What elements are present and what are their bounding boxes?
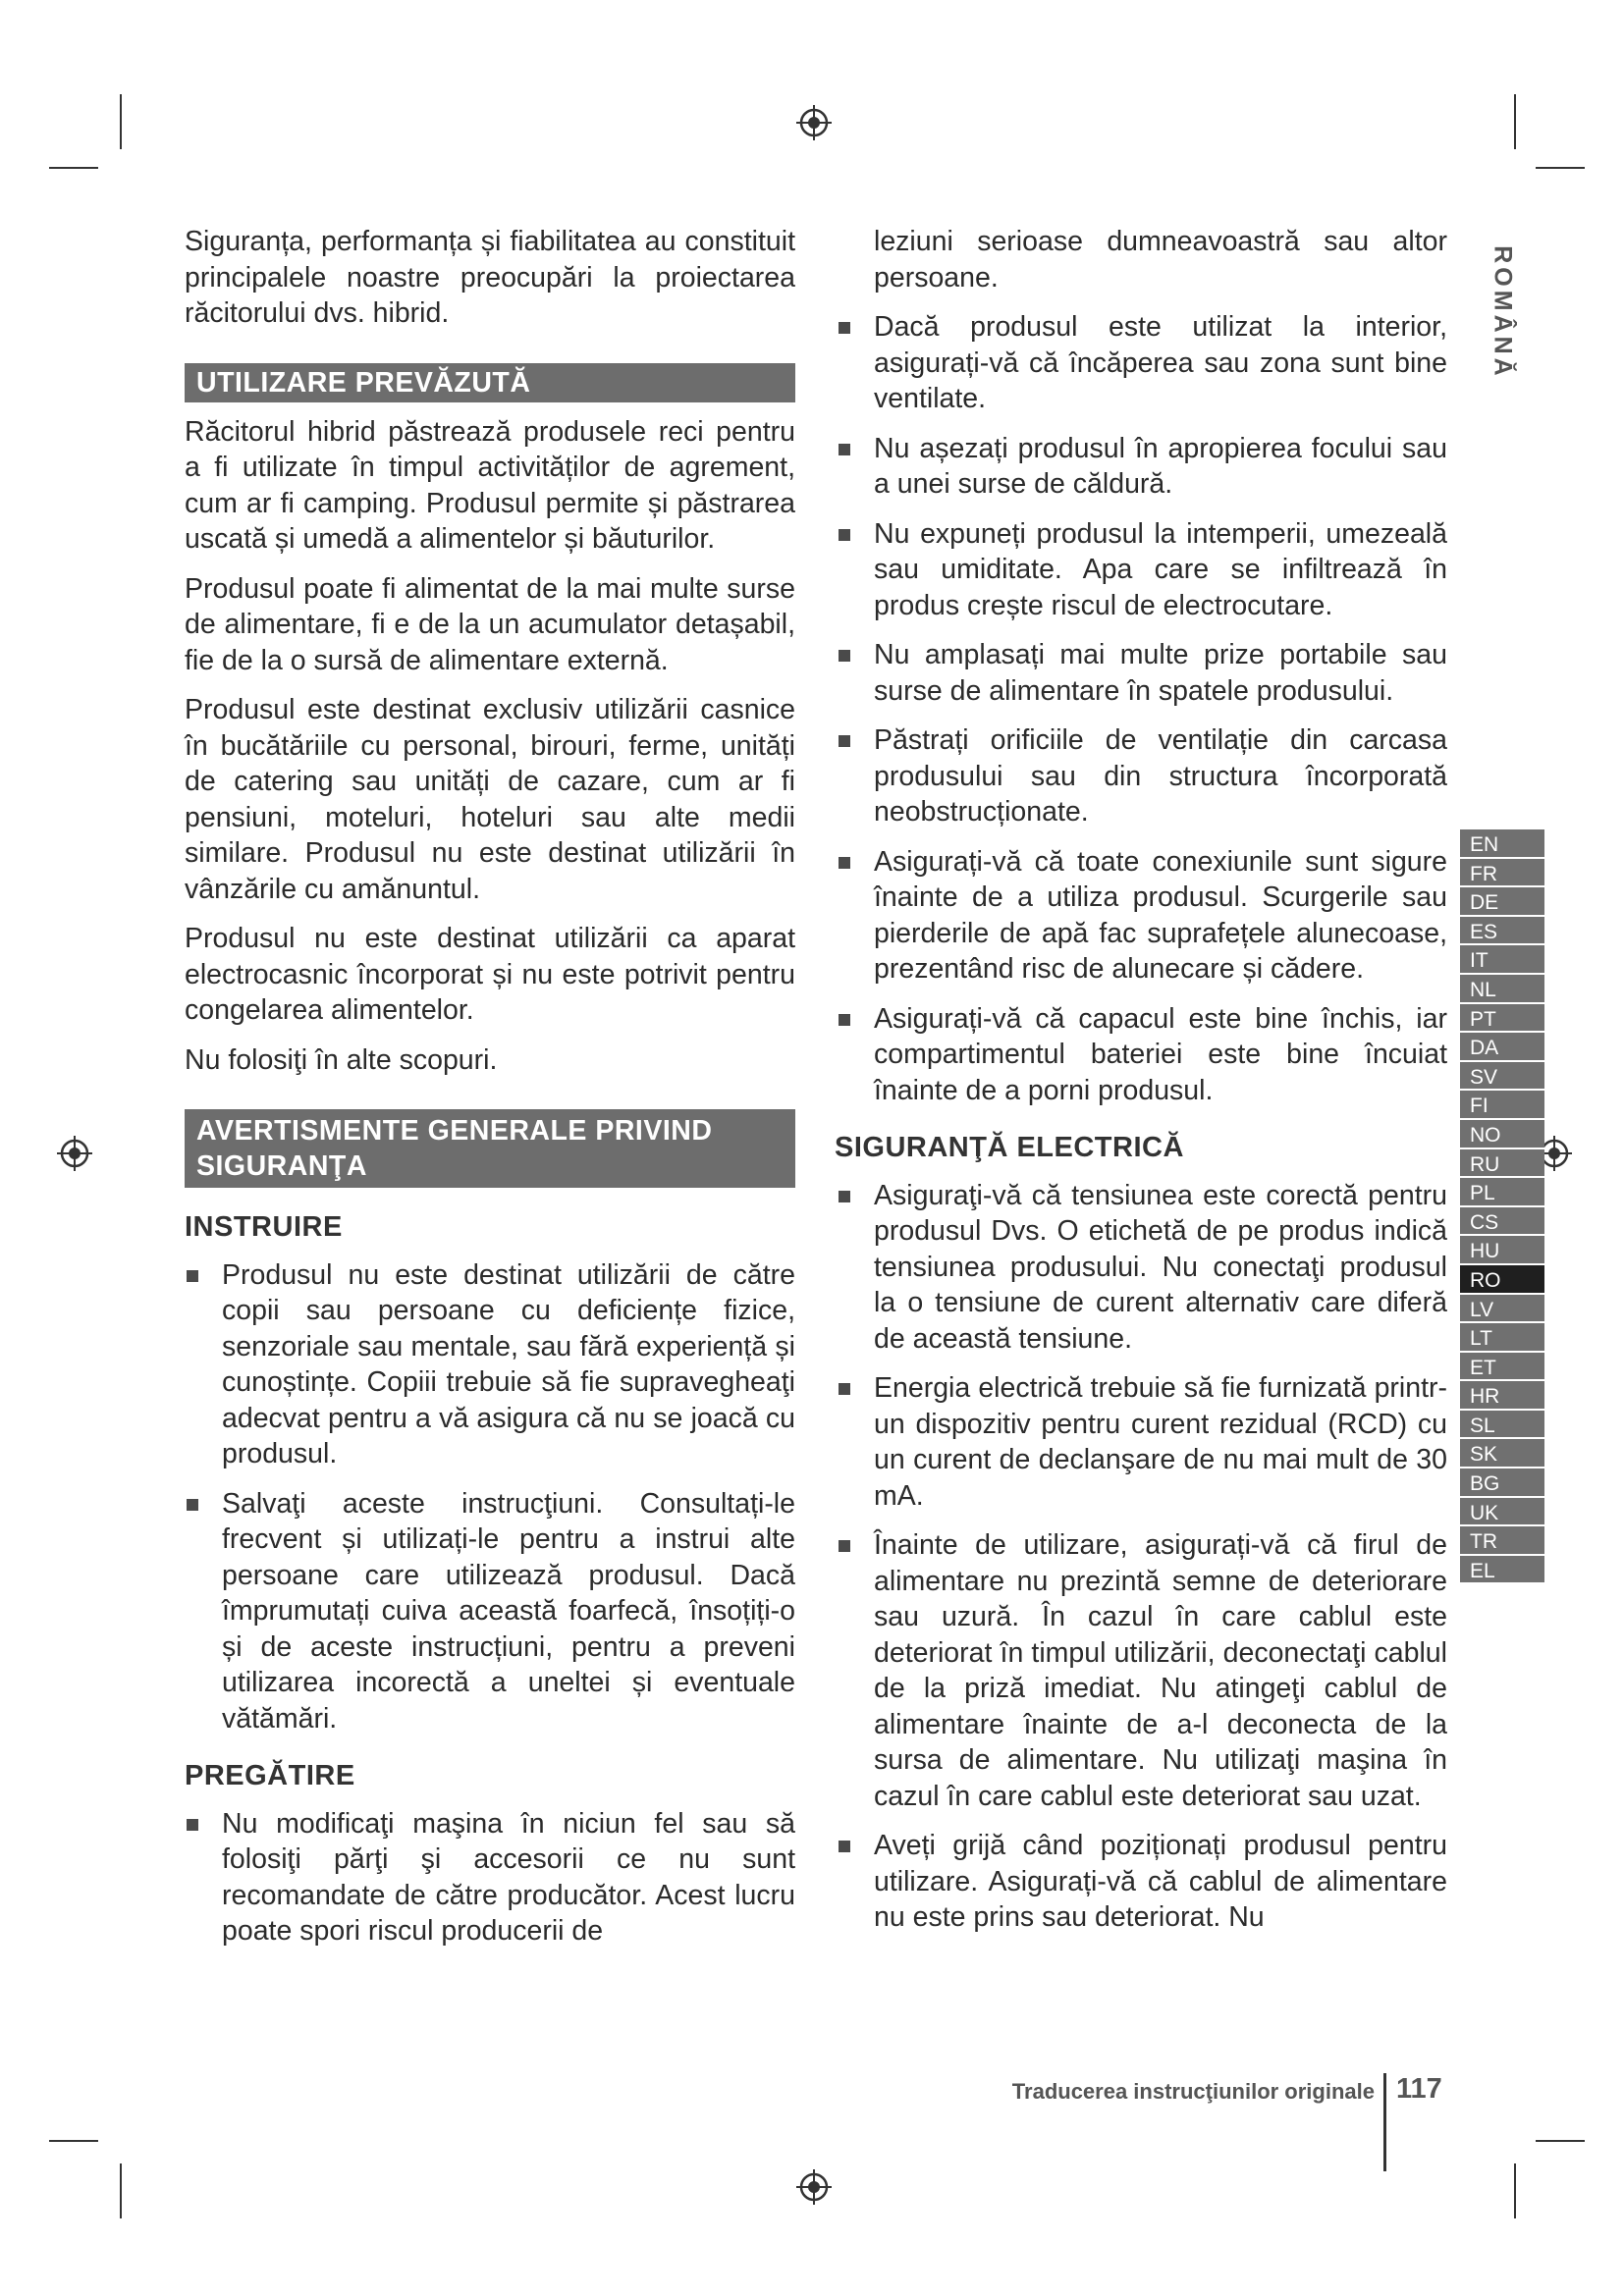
bullet-text: Nu expuneți produsul la intemperii, umezeală sau umiditate. Apa care se infiltrează în produs crește riscul de electrocutare.: [874, 517, 1447, 621]
bullet-text: leziuni serioase dumneavoastră sau altor persoane.: [874, 226, 1447, 294]
language-tab-en[interactable]: EN: [1460, 828, 1544, 857]
language-tab-tr[interactable]: TR: [1460, 1524, 1544, 1554]
paragraph: Produsul este destinat exclusiv utilizării casnice în bucătăriile cu personal, birouri, ferme, unități de catering sau unități de cazare, cum ar fi pensiuni, moteluri, hoteluri sau alte medii similare. Produsul nu este destinat utilizării în vânzările cu amănuntul.: [185, 694, 795, 905]
bullet-item: [185, 1486, 795, 1737]
bullet-item: [837, 1178, 1447, 1358]
subheading-electrical-safety: SIGURANŢĂ ELECTRICĂ: [835, 1132, 1184, 1163]
side-language-text: ROMÂNĂ: [1489, 245, 1517, 380]
paragraph: Produsul poate fi alimentat de la mai multe surse de alimentare, fi e de la un acumulator detașabil, fie de la o sursă de alimentare externă.: [185, 572, 795, 676]
bullet-text: Nu așezați produsul în apropierea focului sau a unei surse de căldură.: [874, 432, 1447, 500]
language-tab-sl[interactable]: SL: [1460, 1409, 1544, 1438]
language-tab-lt[interactable]: LT: [1460, 1321, 1544, 1351]
language-tab-bg[interactable]: BG: [1460, 1467, 1544, 1496]
language-tab-pt[interactable]: PT: [1460, 1002, 1544, 1032]
bullet-item: [837, 516, 1447, 624]
bullet-item: [185, 1257, 795, 1472]
bullet-item: [185, 1806, 795, 1949]
bullet-text: Produsul nu este destinat utilizării de către copii sau persoane cu deficiențe fizice, senzoriale sau mentale, sau fără experiență și cunoștințe. Copiii trebuie să fie supravegheaţi adecvat pentru a vă asigura că nu se joacă cu produsul.: [222, 1258, 795, 1469]
footer-text: Traducerea instrucţiunilor originale: [1011, 2079, 1375, 2104]
bullet-square-icon: [839, 1383, 850, 1395]
bullet-square-icon: [187, 1270, 198, 1282]
bullet-square-icon: [839, 529, 850, 541]
language-tab-cs[interactable]: CS: [1460, 1205, 1544, 1235]
bullet-text: Nu modificaţi maşina în niciun fel sau să folosiţi părţi şi accesorii ce nu sunt recomandate de către producător. Acest lucru poate spori riscul producerii de: [222, 1807, 795, 1947]
crop-mark: [1514, 2163, 1516, 2218]
paragraph: Produsul nu este destinat utilizării ca aparat electrocasnic încorporat și nu este potrivit pentru congelarea alimentelor.: [185, 923, 795, 1026]
crop-mark: [1536, 2140, 1585, 2142]
language-tab-fi[interactable]: FI: [1460, 1089, 1544, 1118]
language-tab-it[interactable]: IT: [1460, 943, 1544, 973]
crop-mark: [120, 94, 122, 149]
language-tab-nl[interactable]: NL: [1460, 973, 1544, 1002]
page-number: 117: [1396, 2073, 1442, 2105]
section-heading-general-safety: AVERTISMENTE GENERALE PRIVIND SIGURANŢA: [185, 1109, 795, 1188]
intro-paragraph: Siguranța, performanța și fiabilitatea au constituit principalele noastre preocupări la proiectarea răcitorului dvs. hibrid.: [185, 226, 795, 329]
language-tab-uk[interactable]: UK: [1460, 1496, 1544, 1525]
bullet-item: [837, 1527, 1447, 1814]
crop-mark: [49, 2140, 98, 2142]
bullet-text: Salvaţi aceste instrucţiuni. Consultați-le frecvent și utilizați-le pentru a instrui alte persoane care utilizează produsul. Dacă împrumutați cuiva această foarfecă, însoțiți-o și de aceste instrucțiuni, pentru a preveni utilizarea incorectă a uneltei și eventuale vătămări.: [222, 1487, 795, 1735]
bullet-square-icon: [839, 1191, 850, 1202]
language-tab-pl[interactable]: PL: [1460, 1176, 1544, 1205]
language-tab-sv[interactable]: SV: [1460, 1060, 1544, 1090]
paragraph: Răcitorul hibrid păstrează produsele reci pentru a fi utilizate în timpul activităților de agrement, cum ar fi camping. Produsul permite și păstrarea uscată și umedă a alimentelor și băuturilor.: [185, 415, 795, 555]
bullet-item: [837, 431, 1447, 503]
language-tab-lv[interactable]: LV: [1460, 1293, 1544, 1322]
bullet-continuation: [837, 224, 1447, 295]
language-tab-hr[interactable]: HR: [1460, 1379, 1544, 1409]
language-tab-sk[interactable]: SK: [1460, 1437, 1544, 1467]
bullet-item: [837, 1828, 1447, 1936]
crop-mark: [1536, 167, 1585, 169]
language-tab-ru[interactable]: RU: [1460, 1148, 1544, 1177]
bullet-item: [837, 844, 1447, 988]
footer-divider: [1383, 2073, 1386, 2171]
language-tab-el[interactable]: EL: [1460, 1554, 1544, 1583]
bullet-item: [837, 1370, 1447, 1514]
bullet-square-icon: [839, 650, 850, 662]
language-tab-es[interactable]: ES: [1460, 915, 1544, 944]
language-tab-no[interactable]: NO: [1460, 1118, 1544, 1148]
bullet-square-icon: [839, 735, 850, 747]
subheading-preparation: PREGĂTIRE: [185, 1760, 355, 1791]
language-tab-de[interactable]: DE: [1460, 885, 1544, 915]
bullet-square-icon: [839, 857, 850, 869]
bullet-text: Aveți grijă când poziționați produsul pentru utilizare. Asigurați-vă că cablul de alimentare nu este prins sau deteriorat. Nu: [874, 1830, 1447, 1933]
bullet-square-icon: [839, 444, 850, 455]
bullet-text: Păstrați orificiile de ventilație din carcasa produsului sau din structura încorporată neobstrucționate.: [874, 724, 1447, 828]
left-column: [185, 224, 795, 1963]
language-tab-ro-active[interactable]: RO: [1460, 1263, 1544, 1293]
language-tab-hu[interactable]: HU: [1460, 1234, 1544, 1263]
bullet-square-icon: [839, 1841, 850, 1852]
bullet-square-icon: [187, 1499, 198, 1511]
subheading-training: INSTRUIRE: [185, 1211, 343, 1243]
bullet-square-icon: [187, 1819, 198, 1831]
language-tab-et[interactable]: ET: [1460, 1351, 1544, 1380]
bullet-square-icon: [839, 322, 850, 334]
bullet-item: [837, 1001, 1447, 1109]
bullet-text: Asigurați-vă că capacul este bine închis, iar compartimentul bateriei este bine încuiat înainte de a porni produsul.: [874, 1002, 1447, 1106]
language-tab-da[interactable]: DA: [1460, 1031, 1544, 1060]
section-heading-intended-use: UTILIZARE PREVĂZUTĂ: [185, 363, 795, 402]
bullet-text: Asigurați-vă că toate conexiunile sunt sigure înainte de a utiliza produsul. Scurgerile sau pierderile de apă fac suprafețele alunecoase, prezentând risc de alunecare și cădere.: [874, 845, 1447, 985]
bullet-item: [837, 637, 1447, 709]
bullet-text: Dacă produsul este utilizat la interior, asigurați-vă că încăperea sau zona sunt bine ventilate.: [874, 311, 1447, 414]
bullet-item: [837, 309, 1447, 417]
right-column: [837, 224, 1447, 1949]
crop-mark: [1514, 94, 1516, 149]
registration-mark-icon: [55, 1134, 94, 1173]
crop-mark: [49, 167, 98, 169]
side-language-label: [1483, 228, 1516, 404]
bullet-square-icon: [839, 1014, 850, 1026]
paragraph: Nu folosiţi în alte scopuri.: [185, 1043, 498, 1076]
bullet-text: Nu amplasați mai multe prize portabile sau surse de alimentare în spatele produsului.: [874, 639, 1447, 707]
crop-mark: [120, 2163, 122, 2218]
bullet-text: Asiguraţi-vă că tensiunea este corectă pentru produsul Dvs. O etichetă de pe produs indică tensiunea produsului. Nu conectaţi produsul la o tensiune de curent alternativ care diferă de această tensiune.: [874, 1179, 1447, 1355]
bullet-item: [837, 722, 1447, 830]
bullet-text: Energia electrică trebuie să fie furnizată printr-un dispozitiv pentru curent rezidual (RCD) cu un curent de declanşare de nu mai mult de 30 mA.: [874, 1372, 1447, 1512]
language-tab-fr[interactable]: FR: [1460, 857, 1544, 886]
language-tabs: [1460, 828, 1544, 1582]
registration-mark-icon: [794, 103, 834, 142]
bullet-square-icon: [839, 1540, 850, 1552]
registration-mark-icon: [794, 2167, 834, 2207]
bullet-text: Înainte de utilizare, asigurați-vă că firul de alimentare nu prezintă semne de deteriorare sau uzură. În cazul în care cablul este deteriorat în timpul utilizării, deconectaţi cablul de la priză imediat. Nu atingeţi cablul de alimentare înainte de a-l deconecta de la sursa de alimentare. Nu utilizaţi maşina în cazul în care cablul este deteriorat sau uzat.: [874, 1529, 1447, 1812]
